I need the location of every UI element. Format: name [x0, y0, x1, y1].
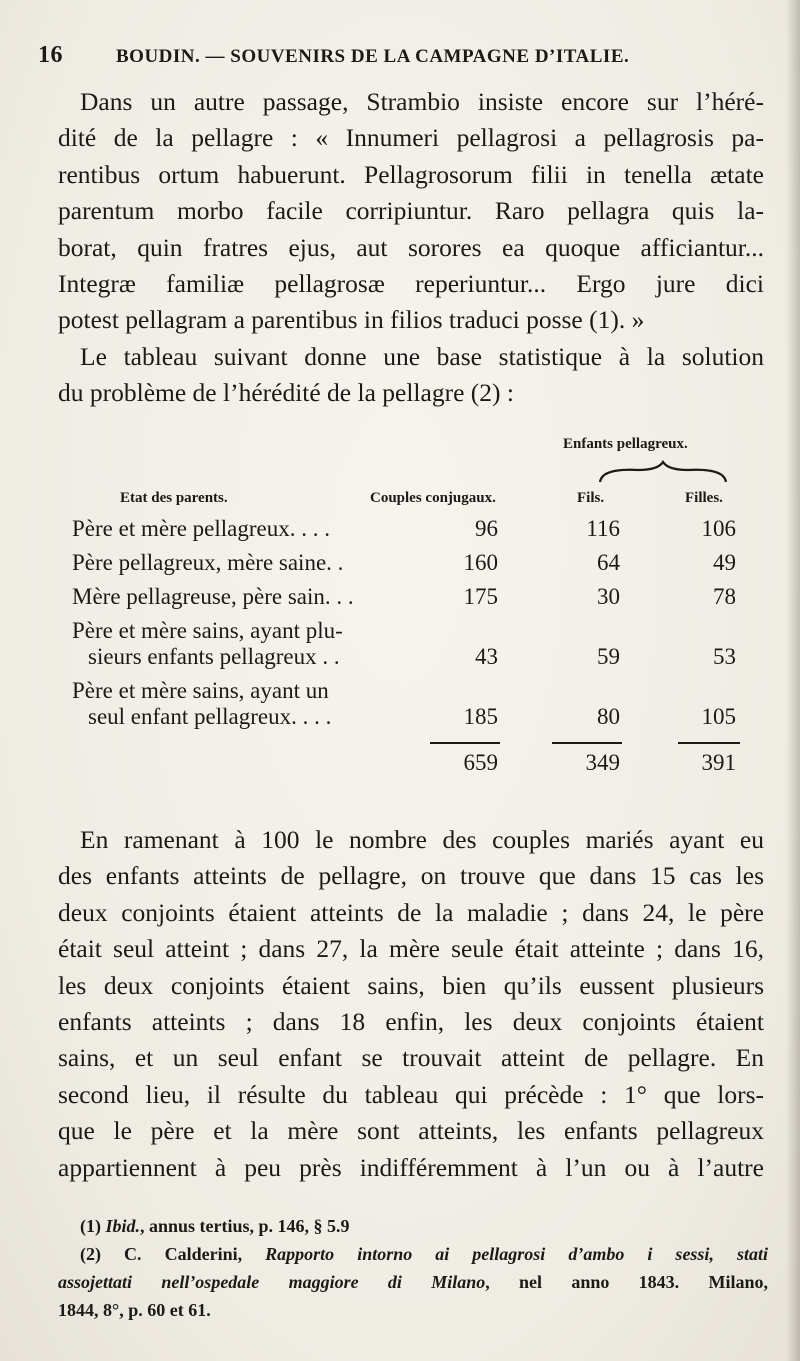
footnote-text: , annus tertius, p. 146, § 5.9 — [140, 1216, 350, 1236]
column-header-etat: Etat des parents. — [120, 490, 228, 506]
row-label: Père pellagreux, mère saine. . — [72, 550, 344, 575]
text-line: rentibus ortum habuerunt. Pellagrosorum filii in tenella ætate — [58, 159, 764, 189]
footnote-mark: (2) — [80, 1244, 101, 1264]
footnote-title: Rapporto intorno ai pellagrosi d’ambo i sessi, stati — [265, 1244, 768, 1264]
text-line: second lieu, il résulte du tableau qui précède : 1° que lors- — [58, 1079, 764, 1109]
page-number: 16 — [38, 42, 63, 68]
row-label-continued: seul enfant pellagreux. . . . — [88, 704, 332, 729]
text-line: En ramenant à 100 le nombre des couples mariés ayant eu — [80, 825, 764, 854]
footnote-1 — [58, 1212, 768, 1240]
row-label-continued: sieurs enfants pellagreux . . — [88, 644, 340, 669]
group-header-enfants: Enfants pellagreux. — [563, 436, 688, 452]
text-line: les deux conjoints étaient sains, bien qu’ils eussent plusieurs — [58, 970, 764, 1000]
cell-filles: 78 — [713, 584, 736, 609]
footnote-text: , nel anno 1843. Milano, — [485, 1272, 768, 1292]
total-fils: 349 — [585, 750, 620, 775]
total-couples: 659 — [463, 750, 498, 775]
page-edge-shadow — [786, 0, 800, 1361]
text-line: potest pellagram a parentibus in filios traduci posse (1). » — [58, 305, 645, 335]
text-line: dité de la pellagre : « Innumeri pellagrosi a pellagrosis pa- — [58, 123, 764, 153]
cell-fils: 30 — [597, 584, 620, 609]
cell-fils: 64 — [597, 550, 620, 575]
footnote-2-line-3: 1844, 8°, p. 60 et 61. — [58, 1300, 211, 1320]
footnote-ibid: Ibid. — [105, 1216, 141, 1236]
text-line: sains, et un seul enfant se trouvait atteint de pellagre. En — [58, 1043, 764, 1073]
cell-couples: 96 — [475, 516, 498, 541]
text-line: des enfants atteints de pellagre, on trouve que dans 15 cas les — [58, 861, 764, 891]
cell-couples: 175 — [463, 584, 498, 609]
row-label: Mère pellagreuse, père sain. . . — [72, 584, 354, 609]
text-line: du problème de l’hérédité de la pellagre (2) : — [58, 378, 514, 408]
text-line: parentum morbo facile corripiuntur. Raro pellagra quis la- — [58, 196, 764, 226]
running-title: BOUDIN. — SOUVENIRS DE LA CAMPAGNE D’ITALIE. — [116, 46, 630, 67]
text-line: borat, quin fratres ejus, aut sorores ea quoque afficiantur... — [58, 232, 764, 262]
cell-filles: 49 — [713, 550, 736, 575]
footnote-mark: (1) — [80, 1216, 101, 1236]
column-header-fils: Fils. — [577, 490, 605, 506]
text-line: que le père et la mère sont atteints, les enfants pellagreux — [58, 1116, 764, 1146]
total-rule-fils — [552, 742, 622, 744]
text-line: deux conjoints étaient atteints de la maladie ; dans 24, le père — [58, 897, 764, 927]
text-line: Le tableau suivant donne une base statistique à la solution — [80, 341, 764, 371]
cell-filles: 106 — [701, 516, 736, 541]
cell-fils: 59 — [597, 644, 620, 669]
paragraph-analysis — [58, 822, 764, 1186]
cell-filles: 53 — [713, 644, 736, 669]
row-label: Père et mère sains, ayant un — [72, 678, 329, 703]
cell-fils: 80 — [597, 704, 620, 729]
column-header-couples: Couples conjugaux. — [370, 490, 496, 506]
footnote-2-line-2 — [58, 1268, 768, 1296]
total-rule-filles — [678, 742, 740, 744]
text-line: Integræ familiæ pellagrosæ reperiuntur... Ergo jure dici — [58, 269, 764, 299]
cell-couples: 43 — [475, 644, 498, 669]
brace-glyph — [598, 460, 728, 484]
total-filles: 391 — [701, 750, 736, 775]
row-label: Père et mère pellagreux. . . . — [72, 516, 330, 541]
statistics-table — [58, 432, 768, 792]
cell-filles: 105 — [701, 704, 736, 729]
column-header-filles: Filles. — [685, 490, 723, 506]
footnotes — [58, 1212, 768, 1324]
cell-fils: 116 — [586, 516, 620, 541]
footnote-2-line-1 — [58, 1240, 768, 1268]
text-line: Dans un autre passage, Strambio insiste encore sur l’héré- — [80, 87, 764, 116]
total-rule-couples — [430, 742, 500, 744]
text-line: enfants atteints ; dans 18 enfin, les deux conjoints étaient — [58, 1007, 764, 1037]
text-line: était seul atteint ; dans 27, la mère seule était atteinte ; dans 16, — [58, 934, 764, 964]
row-label: Père et mère sains, ayant plu- — [72, 618, 343, 643]
cell-couples: 185 — [463, 704, 498, 729]
footnote-title-continued: assojettati nell’ospedale maggiore di Milano — [58, 1272, 486, 1292]
text-line: appartiennent à peu près indifféremment à l’un ou à l’autre — [58, 1152, 764, 1182]
cell-couples: 160 — [463, 550, 498, 575]
footnote-author: C. Calderini, — [124, 1244, 243, 1264]
running-head — [38, 42, 758, 72]
paragraph-strambio — [58, 84, 764, 412]
